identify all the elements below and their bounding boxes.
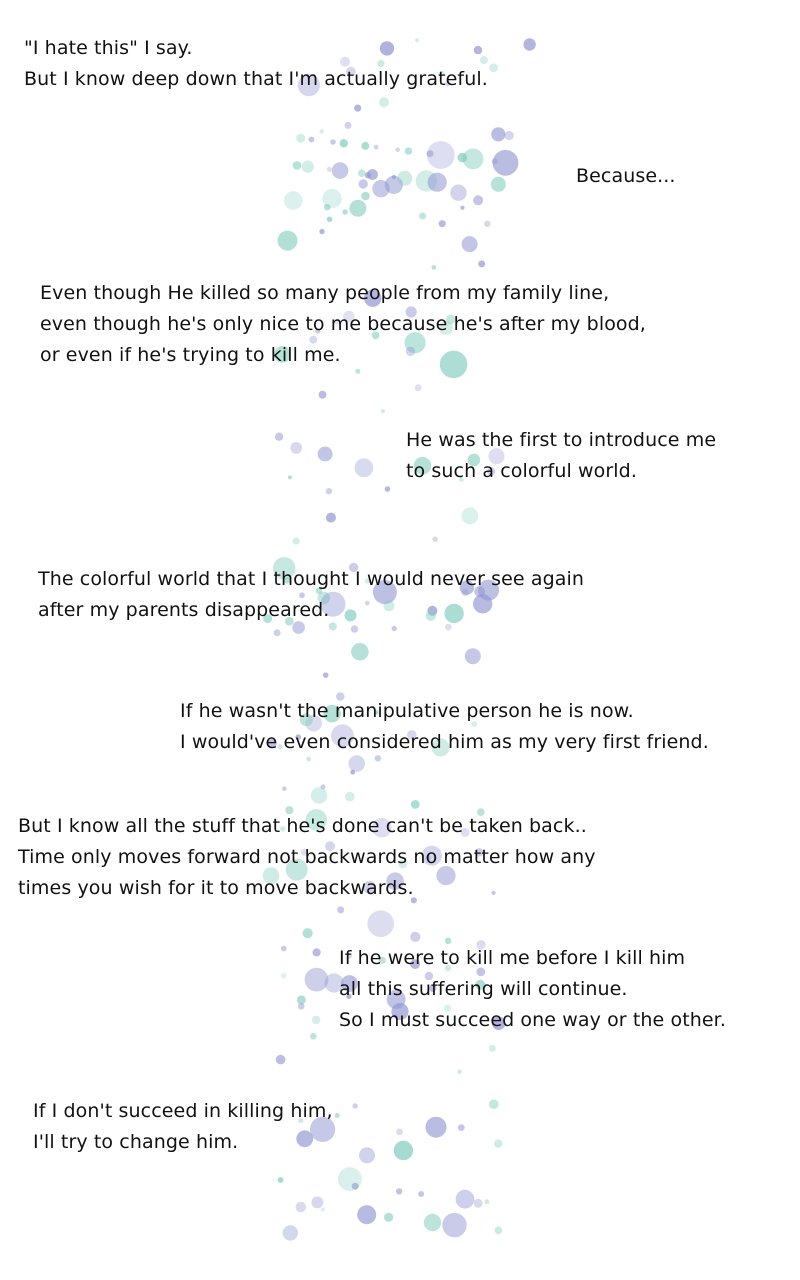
bubble bbox=[379, 97, 389, 107]
bubble bbox=[305, 968, 329, 992]
bubble bbox=[349, 200, 366, 217]
bubble bbox=[351, 625, 359, 633]
bubble bbox=[427, 141, 455, 169]
bubble bbox=[491, 127, 505, 141]
bubble bbox=[484, 221, 490, 227]
bubble bbox=[439, 220, 446, 227]
bubble bbox=[281, 973, 286, 978]
text-block-4 bbox=[406, 425, 716, 487]
bubble bbox=[345, 122, 352, 129]
bubble bbox=[290, 442, 302, 454]
bubble bbox=[327, 167, 332, 172]
bubble bbox=[321, 1208, 325, 1212]
bubble bbox=[296, 1202, 307, 1213]
bubble bbox=[355, 458, 374, 477]
bubble bbox=[319, 391, 327, 399]
bubble bbox=[432, 265, 437, 270]
bubble bbox=[284, 191, 303, 210]
bubble bbox=[274, 629, 281, 636]
text-block-6 bbox=[180, 696, 709, 758]
text-line: The colorful world that I thought I would never see again bbox=[38, 568, 585, 590]
bubble bbox=[381, 409, 385, 413]
bubble bbox=[276, 1055, 286, 1065]
text-line: I would've even considered him as my very first friend. bbox=[180, 731, 709, 753]
bubble bbox=[351, 643, 369, 661]
text-line: to such a colorful world. bbox=[406, 460, 637, 482]
bubble bbox=[395, 148, 400, 153]
text-line: all this suffering will continue. bbox=[339, 978, 628, 1000]
bubble bbox=[411, 800, 420, 809]
text-line: times you wish for it to move backwards. bbox=[18, 877, 414, 899]
bubble bbox=[350, 770, 355, 775]
text-line: If he were to kill me before I kill him bbox=[339, 947, 686, 969]
bubble bbox=[493, 150, 519, 176]
bubble bbox=[303, 928, 313, 938]
text-line: or even if he's trying to kill me. bbox=[40, 344, 341, 366]
bubble bbox=[326, 513, 336, 523]
bubble bbox=[523, 38, 535, 50]
bubble bbox=[312, 1016, 321, 1025]
bubble bbox=[478, 260, 485, 267]
bubble bbox=[463, 149, 484, 170]
text-line: If he wasn't the manipulative person he is now. bbox=[180, 700, 634, 722]
bubble bbox=[432, 537, 437, 542]
bubble bbox=[450, 185, 466, 201]
bubble bbox=[319, 229, 324, 234]
bubble bbox=[326, 488, 332, 494]
bubble bbox=[494, 1139, 502, 1147]
bubble bbox=[392, 175, 396, 179]
bubble bbox=[458, 1124, 465, 1131]
bubble bbox=[340, 139, 348, 147]
bubble bbox=[296, 134, 305, 143]
bubble bbox=[473, 195, 483, 205]
bubble bbox=[324, 204, 331, 211]
text-line: He was the first to introduce me bbox=[406, 429, 717, 451]
bubble bbox=[311, 787, 328, 804]
bubble bbox=[495, 1227, 503, 1235]
bubble bbox=[385, 486, 391, 492]
bubble bbox=[320, 129, 324, 133]
text-line: If I don't succeed in killing him, bbox=[33, 1100, 333, 1122]
bubble bbox=[405, 147, 412, 154]
text-line: Time only moves forward not backwards no matter how any bbox=[18, 846, 596, 868]
bubble bbox=[504, 131, 513, 140]
bubble bbox=[418, 1191, 424, 1197]
bubble bbox=[358, 169, 366, 177]
bubble bbox=[278, 1177, 284, 1183]
bubble bbox=[318, 447, 333, 462]
bubble bbox=[491, 177, 506, 192]
bubble bbox=[489, 1099, 499, 1109]
bubble bbox=[367, 169, 378, 180]
text-line: So I must succeed one way or the other. bbox=[339, 1009, 726, 1031]
bubble bbox=[484, 1199, 489, 1204]
text-line: I'll try to change him. bbox=[33, 1131, 239, 1153]
bubble bbox=[474, 1199, 483, 1208]
bubble bbox=[313, 948, 321, 956]
bubble bbox=[489, 1045, 496, 1052]
bubble bbox=[302, 161, 314, 173]
text-block-8 bbox=[339, 943, 726, 1036]
bubble bbox=[361, 192, 370, 201]
bubble bbox=[456, 1190, 475, 1209]
bubble bbox=[461, 507, 478, 524]
bubble bbox=[462, 236, 478, 252]
text-line: even though he's only nice to me because he's after my blood, bbox=[40, 313, 646, 335]
bubble bbox=[372, 180, 389, 197]
text-block-5 bbox=[38, 564, 584, 626]
text-block-1 bbox=[24, 33, 488, 95]
text-block-9 bbox=[33, 1096, 333, 1158]
bubble bbox=[394, 1141, 413, 1160]
text-line: after my parents disappeared. bbox=[38, 599, 330, 621]
bubble bbox=[298, 1003, 305, 1010]
bubble bbox=[442, 1213, 466, 1237]
bubble bbox=[338, 1167, 362, 1191]
bubble bbox=[309, 137, 315, 143]
bubble bbox=[288, 475, 292, 479]
bubble bbox=[335, 1113, 340, 1118]
bubble bbox=[342, 209, 348, 215]
bubble bbox=[345, 792, 355, 802]
bubble bbox=[392, 626, 397, 631]
bubble bbox=[327, 217, 333, 223]
bubble bbox=[397, 171, 412, 186]
bubble bbox=[361, 142, 369, 150]
bubble bbox=[374, 145, 379, 150]
bubble bbox=[415, 384, 422, 391]
bubble bbox=[458, 1070, 462, 1074]
bubble bbox=[428, 173, 447, 192]
text-line: Because... bbox=[576, 165, 676, 187]
bubble bbox=[396, 1129, 403, 1136]
bubble bbox=[460, 206, 464, 210]
text-line: "I hate this" I say. bbox=[24, 37, 193, 59]
bubble bbox=[281, 946, 287, 952]
bubble bbox=[367, 910, 394, 937]
bubble bbox=[293, 161, 302, 170]
bubble bbox=[357, 1205, 376, 1224]
bubble bbox=[283, 1225, 298, 1240]
bubble bbox=[489, 64, 498, 73]
bubble bbox=[465, 648, 481, 664]
text-block-3 bbox=[40, 278, 646, 371]
bubble bbox=[426, 1117, 447, 1138]
bubble bbox=[424, 1214, 441, 1231]
bubble bbox=[419, 212, 426, 219]
bubble bbox=[275, 433, 283, 441]
bubble bbox=[410, 932, 420, 942]
bubble bbox=[354, 105, 361, 112]
bubble bbox=[278, 231, 298, 251]
bubble bbox=[310, 1033, 317, 1040]
bubble bbox=[332, 162, 349, 179]
bubble bbox=[323, 672, 329, 678]
bubble bbox=[352, 1103, 357, 1108]
bubble bbox=[282, 787, 287, 792]
bubble bbox=[312, 1197, 324, 1209]
bubble bbox=[293, 537, 300, 544]
text-line: But I know all the stuff that he's done can't be taken back.. bbox=[18, 815, 587, 837]
text-line: But I know deep down that I'm actually grateful. bbox=[24, 68, 488, 90]
bubble bbox=[330, 139, 336, 145]
bubble bbox=[337, 906, 344, 913]
bubble bbox=[396, 1188, 402, 1194]
bubble bbox=[359, 179, 368, 188]
text-line: Even though He killed so many people from my family line, bbox=[40, 282, 610, 304]
bubble bbox=[384, 1213, 393, 1222]
text-block-2 bbox=[576, 161, 676, 192]
bubble bbox=[359, 1147, 375, 1163]
text-block-7 bbox=[18, 811, 596, 904]
